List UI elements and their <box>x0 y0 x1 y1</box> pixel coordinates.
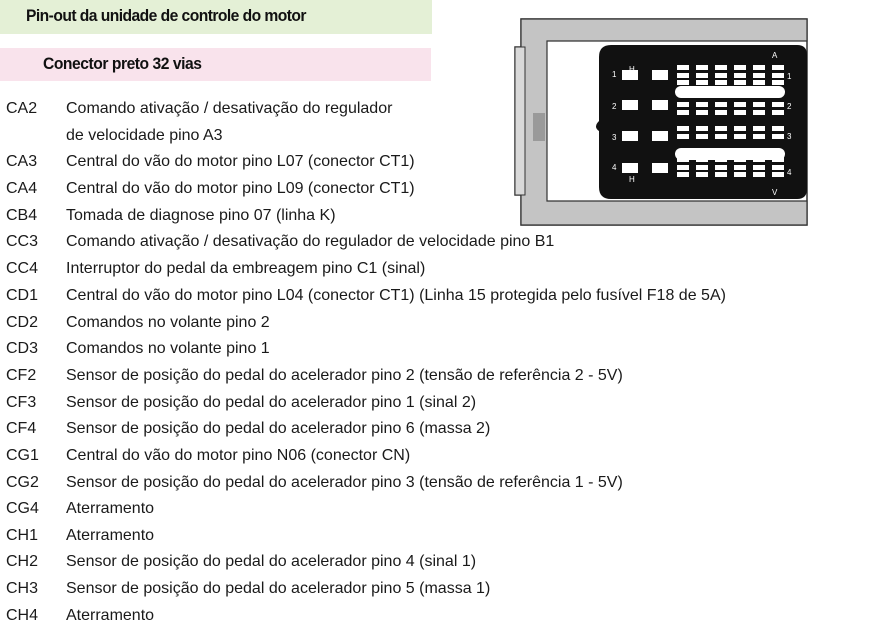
pin-description: Tomada de diagnose pino 07 (linha K) <box>66 207 336 224</box>
pin-row-ch2 <box>0 553 869 580</box>
pin-code: CH1 <box>6 527 39 544</box>
small-pin <box>715 73 727 78</box>
pin-description: Aterramento <box>66 607 155 624</box>
pin-code: CB4 <box>6 207 38 224</box>
pin-row-cd3 <box>0 340 869 367</box>
section-subtitle: Conector preto 32 vias <box>43 54 202 73</box>
pin-description: Comandos no volante pino 1 <box>66 340 270 357</box>
large-pin <box>652 70 668 80</box>
pin-description: Aterramento <box>66 527 155 544</box>
pin-description: Sensor de posição do pedal do acelerador pino 4 (sinal 1) <box>66 553 477 570</box>
small-pin <box>772 65 784 70</box>
pin-code: CC3 <box>6 233 39 250</box>
small-pin <box>715 80 727 85</box>
pin-row-cc3 <box>0 233 869 260</box>
small-pin <box>772 73 784 78</box>
pin-row-cc4 <box>0 260 869 287</box>
connector-label-h-bottom: H <box>629 175 635 184</box>
small-pin <box>734 65 746 70</box>
title-band <box>0 0 432 34</box>
pin-description-continued: de velocidade pino A3 <box>66 127 223 144</box>
row-label-right-1: 1 <box>787 72 792 81</box>
pin-row-cf3 <box>0 394 869 421</box>
pin-code: CF4 <box>6 420 37 437</box>
small-pin <box>753 80 765 85</box>
small-pin <box>753 65 765 70</box>
row-label-right-4: 4 <box>787 168 792 177</box>
row-label-left-2: 2 <box>612 102 617 111</box>
pin-description: Aterramento <box>66 500 155 517</box>
connector-label-h-top: H <box>629 65 635 74</box>
connector-label-v: V <box>772 188 778 197</box>
row-label-right-2: 2 <box>787 102 792 111</box>
wide-slot <box>675 86 785 98</box>
pin-row-cg4 <box>0 500 869 527</box>
pin-code: CH2 <box>6 553 39 570</box>
small-pin <box>677 80 689 85</box>
pin-description: Interruptor do pedal da embreagem pino C1 (sinal) <box>66 260 426 277</box>
pin-description: Central do vão do motor pino L09 (conector CT1) <box>66 180 415 197</box>
pin-row-cf2 <box>0 367 869 394</box>
pin-code: CD2 <box>6 314 39 331</box>
pin-row-cd1 <box>0 287 869 314</box>
pin-code: CC4 <box>6 260 39 277</box>
pin-row-cg1 <box>0 447 869 474</box>
pin-row-cf4 <box>0 420 869 447</box>
pin-code: CG1 <box>6 447 39 464</box>
pin-code: CA2 <box>6 100 38 117</box>
small-pin <box>734 80 746 85</box>
pin-code: CF2 <box>6 367 37 384</box>
pin-description: Sensor de posição do pedal do acelerador pino 6 (massa 2) <box>66 420 491 437</box>
pin-description: Central do vão do motor pino N06 (conector CN) <box>66 447 411 464</box>
small-pin <box>772 80 784 85</box>
pin-row-ca3 <box>0 153 869 180</box>
small-pin <box>753 73 765 78</box>
small-pin <box>696 80 708 85</box>
pin-code: CD1 <box>6 287 39 304</box>
pin-description: Sensor de posição do pedal do acelerador pino 3 (tensão de referência 1 - 5V) <box>66 474 623 491</box>
pin-description: Central do vão do motor pino L04 (conector CT1) (Linha 15 protegida pelo fusível F18 de 5A) <box>66 287 726 304</box>
subtitle-band <box>0 48 431 81</box>
connector-label-a: A <box>772 51 778 60</box>
small-pin <box>677 73 689 78</box>
pin-code: CD3 <box>6 340 39 357</box>
small-pin <box>696 65 708 70</box>
page-title: Pin-out da unidade de controle do motor <box>26 6 306 25</box>
pin-description: Comandos no volante pino 2 <box>66 314 270 331</box>
pin-code: CG2 <box>6 474 39 491</box>
small-pin <box>715 65 727 70</box>
row-label-left-3: 3 <box>612 133 617 142</box>
pin-row-ch1 <box>0 527 869 554</box>
pin-row-ch3 <box>0 580 869 607</box>
pin-code: CG4 <box>6 500 39 517</box>
row-label-left-4: 4 <box>612 163 617 172</box>
pin-code: CH4 <box>6 607 39 624</box>
pin-code: CF3 <box>6 394 37 411</box>
small-pin <box>734 73 746 78</box>
pin-description: Sensor de posição do pedal do acelerador pino 2 (tensão de referência 2 - 5V) <box>66 367 623 384</box>
small-pin <box>696 73 708 78</box>
pin-row-cg2 <box>0 474 869 501</box>
pin-code: CH3 <box>6 580 39 597</box>
pin-row-ch4 <box>0 607 869 634</box>
pin-code: CA4 <box>6 180 38 197</box>
pin-description: Comando ativação / desativação do regulador de velocidade pino B1 <box>66 233 555 250</box>
pin-description: Sensor de posição do pedal do acelerador pino 1 (sinal 2) <box>66 394 477 411</box>
pin-code: CA3 <box>6 153 38 170</box>
row-label-right-3: 3 <box>787 132 792 141</box>
pin-row-cb4 <box>0 207 869 234</box>
pin-description: Central do vão do motor pino L07 (conector CT1) <box>66 153 415 170</box>
pin-row-ca2 <box>0 100 869 127</box>
pin-description: Sensor de posição do pedal do acelerador pino 5 (massa 1) <box>66 580 491 597</box>
pin-row-ca4 <box>0 180 869 207</box>
pin-row-ca2-continued <box>0 127 869 154</box>
row-label-left-1: 1 <box>612 70 617 79</box>
pin-description: Comando ativação / desativação do regulador <box>66 100 393 117</box>
pin-row-cd2 <box>0 314 869 341</box>
small-pin <box>677 65 689 70</box>
